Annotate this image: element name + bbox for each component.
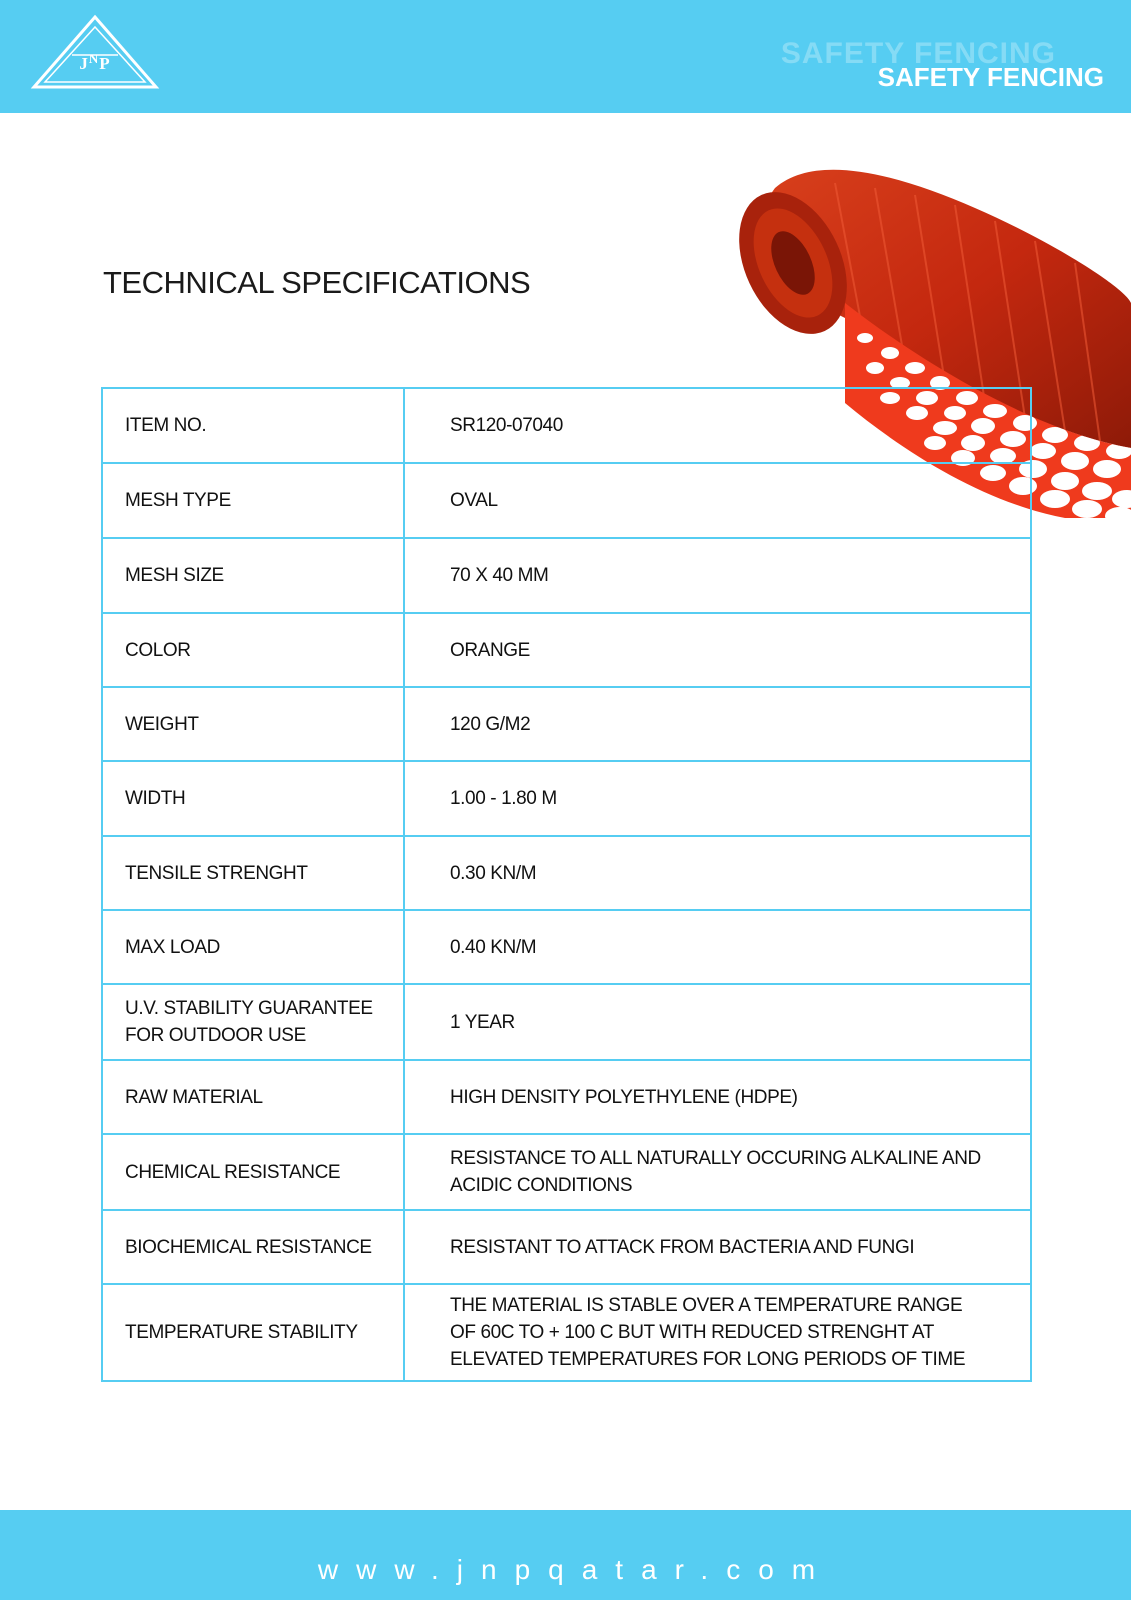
spec-row [102,984,1031,1060]
spec-label: TEMPERATURE STABILITY [102,1284,404,1381]
spec-label: MESH SIZE [102,538,404,613]
spec-label: MESH TYPE [102,463,404,538]
spec-label: BIOCHEMICAL RESISTANCE [102,1210,404,1284]
spec-value: OVAL [404,463,1031,538]
header-title: SAFETY FENCING [877,62,1104,92]
spec-label: U.V. STABILITY GUARANTEE FOR OUTDOOR USE [102,984,404,1060]
spec-row [102,388,1031,463]
spec-row [102,910,1031,984]
logo-letter-p: P [99,54,111,73]
spec-value: 0.40 KN/M [404,910,1031,984]
spec-value: 70 X 40 MM [404,538,1031,613]
spec-label: COLOR [102,613,404,687]
spec-label: TENSILE STRENGHT [102,836,404,910]
spec-value: SR120-07040 [404,388,1031,463]
spec-label: WIDTH [102,761,404,836]
header-title-shadow: SAFETY FENCING [780,37,1056,70]
jnp-logo [30,13,160,91]
header-bar [0,0,1131,113]
spec-value: 120 G/M2 [404,687,1031,761]
spec-value: RESISTANCE TO ALL NATURALLY OCCURING ALKALINE AND ACIDIC CONDITIONS [404,1134,1031,1210]
page-title: TECHNICAL SPECIFICATIONS [103,265,531,300]
spec-row [102,1210,1031,1284]
spec-row [102,761,1031,836]
spec-row [102,613,1031,687]
spec-row [102,1134,1031,1210]
spec-value: ORANGE [404,613,1031,687]
spec-value: 1.00 - 1.80 M [404,761,1031,836]
spec-row [102,1060,1031,1134]
spec-row [102,687,1031,761]
spec-row [102,1284,1031,1381]
spec-value: HIGH DENSITY POLYETHYLENE (HDPE) [404,1060,1031,1134]
spec-value: 1 YEAR [404,984,1031,1060]
spec-table [101,387,1032,1382]
spec-label: MAX LOAD [102,910,404,984]
logo-text [30,51,160,74]
spec-row [102,538,1031,613]
spec-label: CHEMICAL RESISTANCE [102,1134,404,1210]
spec-row [102,836,1031,910]
spec-row [102,463,1031,538]
spec-value: 0.30 KN/M [404,836,1031,910]
footer-url[interactable]: www.jnpqatar.com [317,1554,834,1585]
spec-label: ITEM NO. [102,388,404,463]
spec-value: RESISTANT TO ATTACK FROM BACTERIA AND FUNGI [404,1210,1031,1284]
logo-letter-j: J [79,54,89,73]
spec-label: RAW MATERIAL [102,1060,404,1134]
logo-letter-n: N [88,51,100,66]
spec-label: WEIGHT [102,687,404,761]
spec-value: THE MATERIAL IS STABLE OVER A TEMPERATURE RANGE OF 60C TO + 100 C BUT WITH REDUCED STRENGHT AT ELEVATED TEMPERATURES FOR LONG PERIODS OF TIME [404,1284,1031,1381]
